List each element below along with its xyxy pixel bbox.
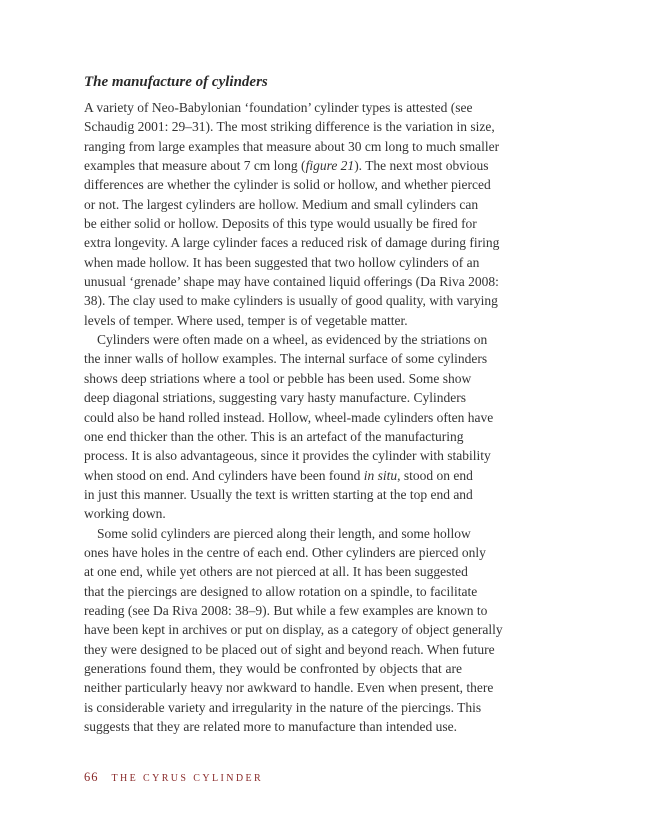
paragraph-1 (84, 98, 500, 330)
body-text (84, 98, 503, 736)
text-line: ones have holes in the centre of each end. Other cylinders are pierced only (84, 544, 486, 560)
text-line: shows deep striations where a tool or pebble has been used. Some show (84, 370, 472, 386)
text-line: A variety of Neo-Babylonian ‘foundation’ cylinder types is attested (see (84, 100, 473, 115)
text-line: one end thicker than the other. This is an artefact of the manufacturing (84, 428, 464, 444)
text-line: deep diagonal striations, suggesting vary hasty manufacture. Cylinders (84, 390, 467, 406)
text-line: when made hollow. It has been suggested that two hollow cylinders of an (84, 254, 480, 270)
text-line: or not. The largest cylinders are hollow. Medium and small cylinders can (84, 196, 479, 212)
text-line: is considerable variety and irregularity in the nature of the piercings. This (84, 699, 482, 715)
text-line: neither particularly heavy nor awkward to handle. Even when present, there (84, 680, 494, 696)
paragraph-3 (84, 524, 503, 737)
section-heading: The manufacture of cylinders (84, 74, 268, 90)
text-line: working down. (84, 506, 166, 522)
text-line: generations found them, they would be confronted by objects that are (84, 660, 462, 676)
text-line: in just this manner. Usually the text is written starting at the top end and (84, 486, 473, 502)
text-line: Cylinders were often made on a wheel, as evidenced by the striations on (97, 332, 488, 348)
text-line: at one end, while yet others are not pierced at all. It has been suggested (84, 564, 468, 580)
text-line: process. It is also advantageous, since it provides the cylinder with stability (84, 448, 491, 464)
text-line: be either solid or hollow. Deposits of this type would usually be fired for (84, 216, 477, 232)
text-line: examples that measure about 7 cm long (figure 21). The next most obvious (84, 158, 489, 174)
text-line: reading (see Da Riva 2008: 38–9). But while a few examples are known to (84, 602, 488, 618)
text-line: ranging from large examples that measure about 30 cm long to much smaller (84, 138, 500, 154)
text-line: the inner walls of hollow examples. The internal surface of some cylinders (84, 351, 488, 367)
text-line: Some solid cylinders are pierced along their length, and some hollow (97, 525, 471, 541)
running-head: THE CYRUS CYLINDER (111, 773, 264, 784)
text-line: extra longevity. A large cylinder faces a reduced risk of damage during firing (84, 235, 500, 251)
italic-phrase: figure 21 (305, 158, 355, 174)
text-line: 38). The clay used to make cylinders is usually of good quality, with varying (84, 293, 498, 309)
text-line: Schaudig 2001: 29–31). The most striking difference is the variation in size, (84, 119, 495, 135)
italic-phrase: in situ (363, 467, 398, 483)
text-line: differences are whether the cylinder is solid or hollow, and whether pierced (84, 177, 491, 193)
text-line: unusual ‘grenade’ shape may have contained liquid offerings (Da Riva 2008: (84, 274, 499, 290)
text-line: could also be hand rolled instead. Hollow, wheel-made cylinders often have (84, 409, 494, 425)
page-number: 66 (84, 770, 99, 784)
text-line: have been kept in archives or put on display, as a category of object generally (84, 622, 503, 638)
text-line: levels of temper. Where used, temper is of vegetable matter. (84, 312, 408, 328)
text-line: they were designed to be placed out of sight and beyond reach. When future (84, 641, 495, 657)
paragraph-2 (84, 330, 494, 523)
page-footer (84, 770, 263, 785)
text-line: when stood on end. And cylinders have been found in situ, stood on end (84, 467, 473, 483)
text-line: suggests that they are related more to manufacture than intended use. (84, 719, 457, 734)
text-line: that the piercings are designed to allow rotation on a spindle, to facilitate (84, 583, 478, 599)
